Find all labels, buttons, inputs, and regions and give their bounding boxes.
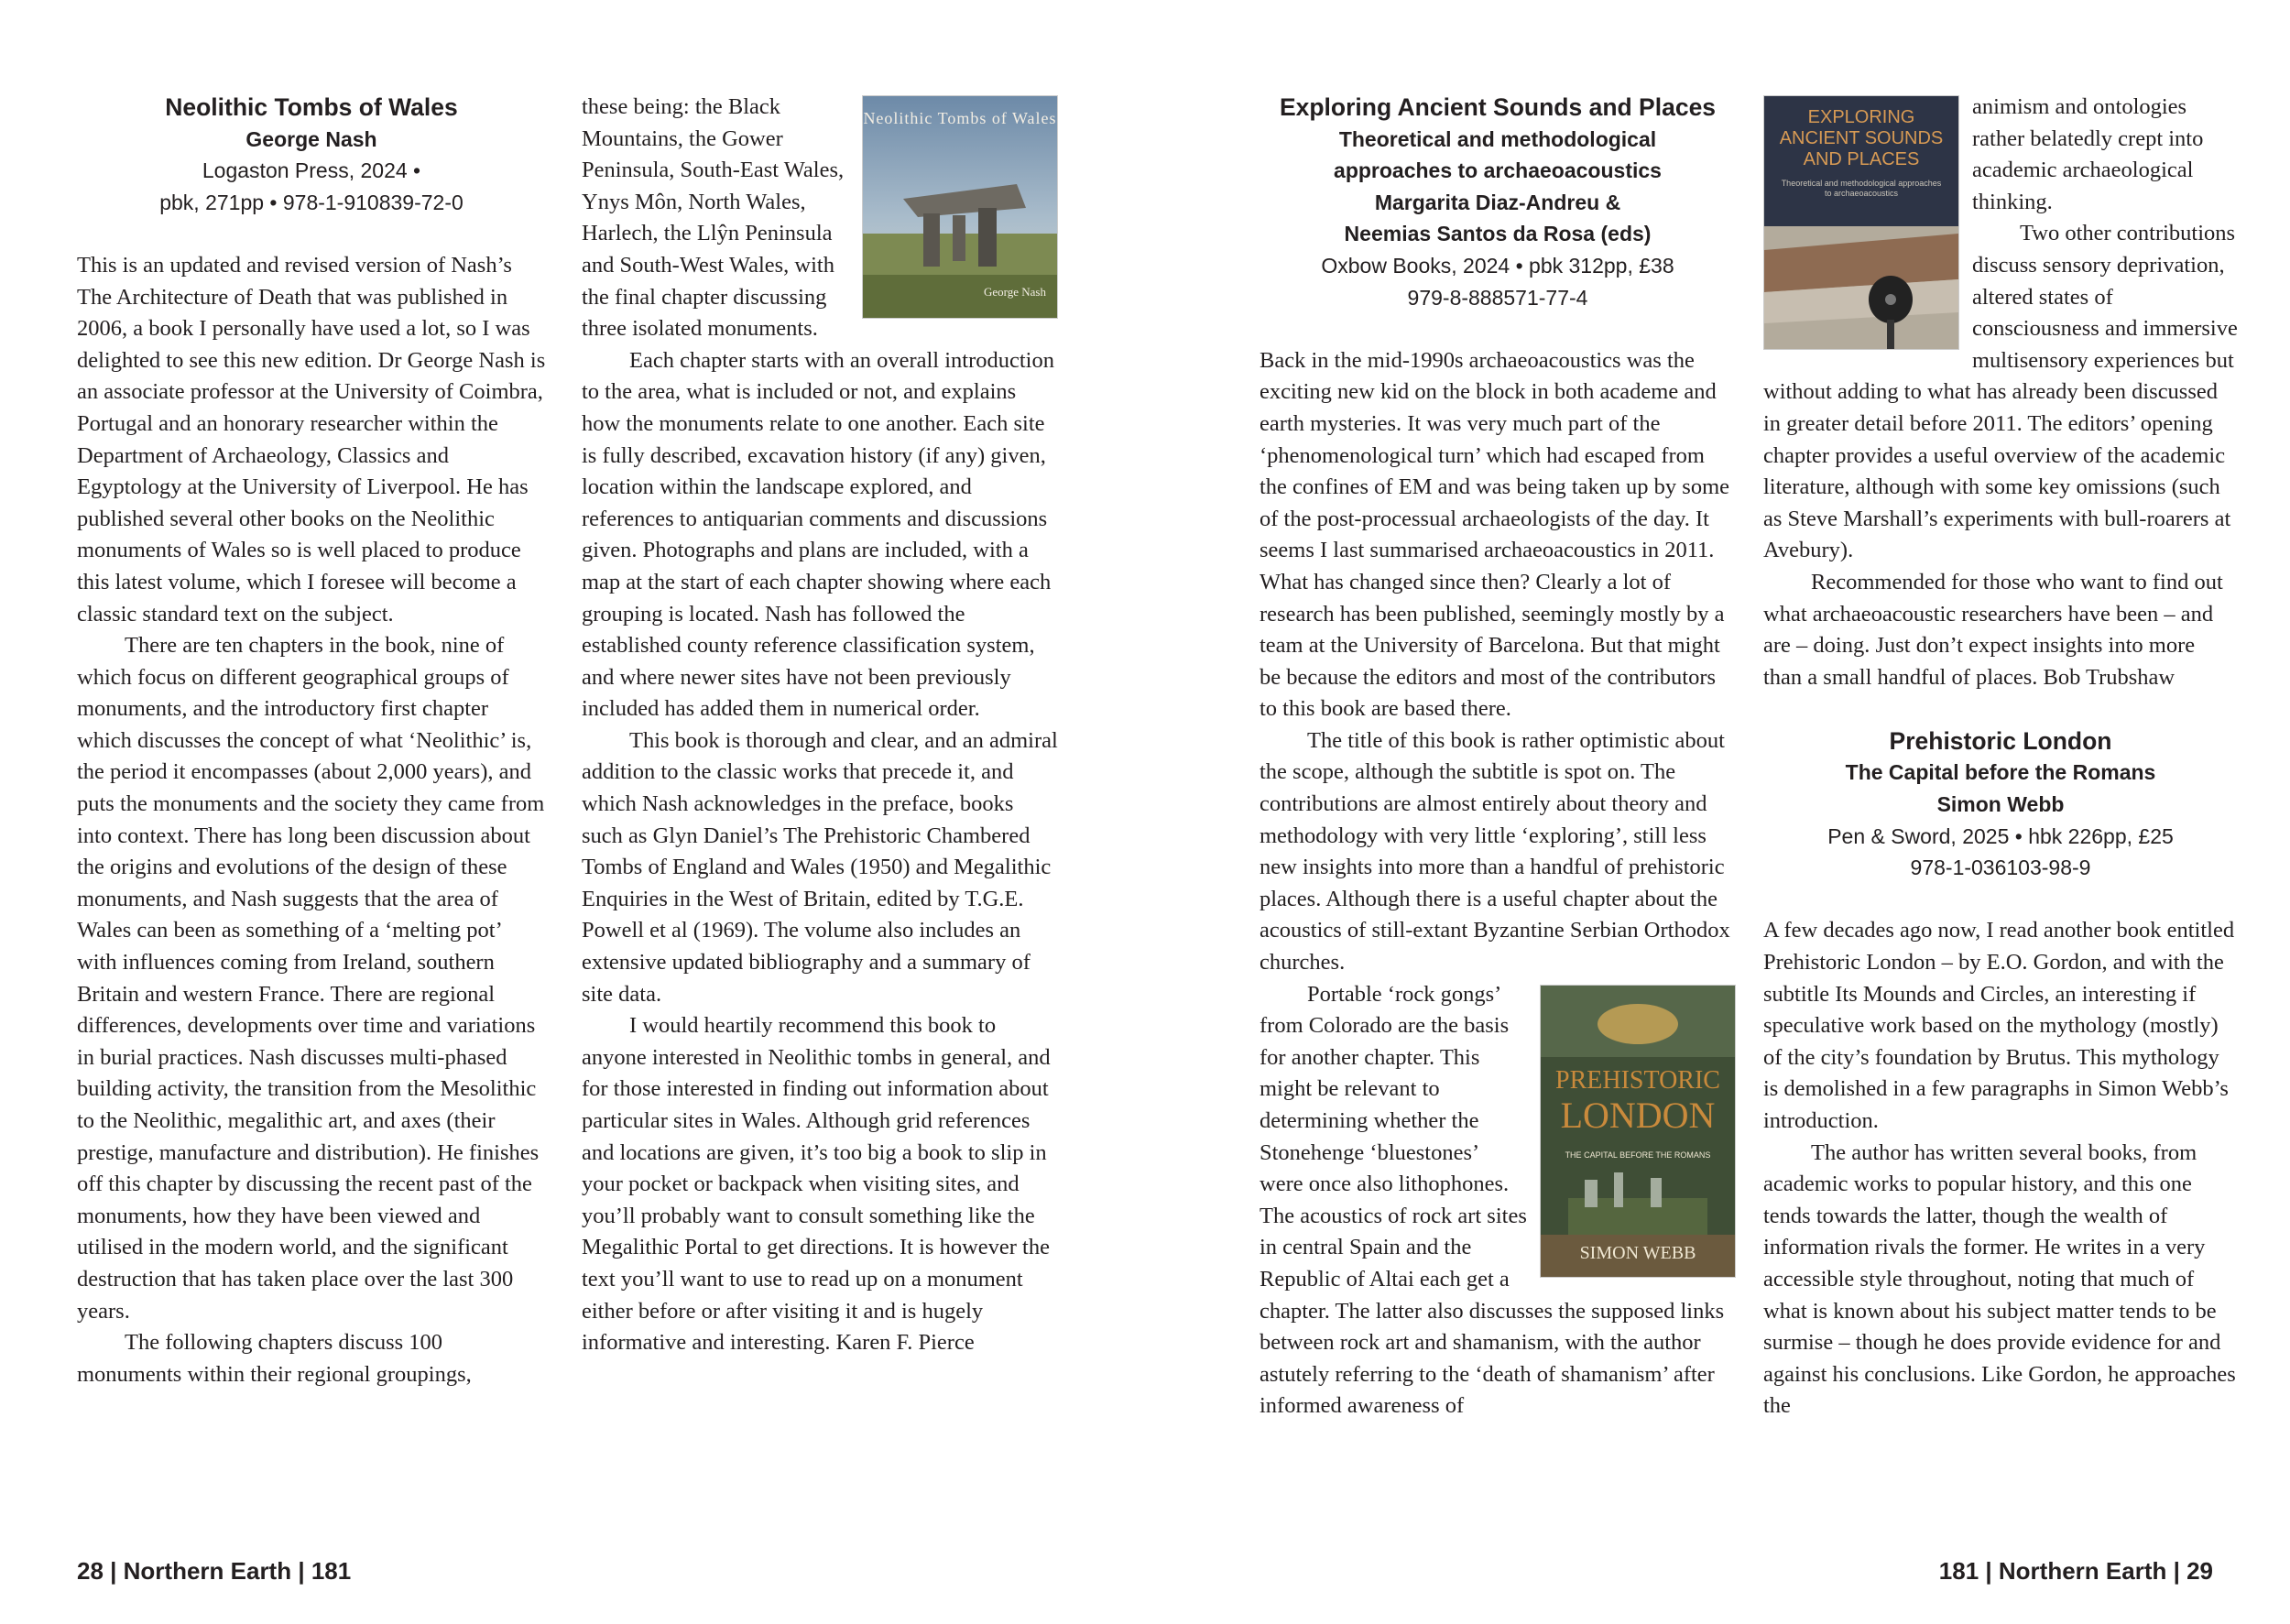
review2-title: Exploring Ancient Sounds and Places [1279,93,1717,121]
review2-subtitle-line2: approaches to archaeoacoustics [1334,158,1662,183]
review3-paragraph: The author has written several books, from academic works to popular history, and this one tends towards the latter, though the wealth of information rivals the former. He writes in a very accessible style throughout, noting that much of what is known about his subject matter tends to be surmise – though he does provide evidence for and against his conclusions. Like Gordon, he approaches the [1763,1139,2236,1419]
review2-column2 [1763,92,2238,1422]
review1-paragraph: This book is thorough and clear, and an admiral addition to the classic works that precede it, and which Nash acknowledges in the preface, books such as Glyn Daniel’s The Prehistoric Chambered Tombs of England and Wales (1950) and Megalithic Enquiries in the West of Britain, edited by T.G.E. Powell et al (1969). The volume also includes an extensive updated bibliography and a summary of site data. [582,727,1058,1007]
review2-cover-title-line2: ANCIENT SOUNDS [1779,128,1944,148]
review2-column1 [1260,92,1736,1422]
review2-editors-line1: Margarita Diaz-Andreu & [1374,190,1621,214]
review1-column2 [582,92,1058,1359]
right-page-folio: 181 | Northern Earth | 29 [1938,1557,2213,1585]
review3-header [1763,725,2238,884]
review3-cover-title-line2: LONDON [1560,1094,1716,1136]
review1-author: George Nash [245,126,377,151]
review2-cover-subtitle: Theoretical and methodological approaches to archaeoacoustics [1781,179,1942,198]
review2-paragraph: The title of this book is rather optimistic about the scope, although the subtitle is spot on. The contributions are almost entirely about theory and methodology with very little ‘exploring’, still less new insights into more than a handful of prehistoric places. Although there is a useful chapter about the acoustics of still-extant Byzantine Serbian Orthodox churches. [1260,727,1730,975]
review1-column1 [77,92,546,1390]
review1-cover-author: George Nash [984,285,1046,300]
left-page-folio: 28 | Northern Earth | 181 [77,1557,352,1585]
review1-pub-line1: Logaston Press, 2024 • [202,158,421,183]
review2-paragraph: Two other contributions discuss sensory deprivation, altered states of consciousness and immersive multisensory experiences but without adding to what has already been discussed in greater detail before 2011. The editors’ opening chapter provides a useful overview of the academic literature, although with some key omissions (such as Steve Marshall’s experiments with bull-roarers at Avebury). [1763,221,2238,563]
review2-editors-line2: Neemias Santos da Rosa (eds) [1344,222,1652,246]
review2-pub-line2: 979-8-888571-77-4 [1407,285,1588,310]
review3-cover-subtitle: THE CAPITAL BEFORE THE ROMANS [1565,1150,1711,1160]
review3-title: Prehistoric London [1889,726,2112,755]
review1-cover-title: Neolithic Tombs of Wales [863,109,1057,127]
right-page [1145,0,2290,1624]
review3-author: Simon Webb [1936,792,2065,817]
review3-pub-line1: Pen & Sword, 2025 • hbk 226pp, £25 [1827,823,2174,848]
review1-paragraph: I would heartily recommend this book to anyone interested in Neolithic tombs in general, and for those interested in finding out information about particular sites in Wales. Although grid references and locations are given, it’s too big a book to slip in your pocket or backpack when visiting sites, and you’ll probably want to consult something like the Megalithic Portal to get directions. It is however the text you’ll want to use to read up on a monument either before or after visiting it and is hugely informative and interesting. Karen F. Pierce [582,1013,1051,1356]
review3-cover-image [1540,985,1736,1278]
review1-paragraph: The following chapters discuss 100 monuments within their regional groupings, [77,1330,472,1387]
review1-paragraph: these being: the Black Mountains, the Gower Peninsula, South-East Wales, Ynys Môn, North Wales, Harlech, the Llŷn Peninsula and South-West Wales, with the final chapter discussing three isolated monuments. [582,94,845,342]
review2-pub-line1: Oxbow Books, 2024 • pbk 312pp, £38 [1321,253,1674,278]
review2-cover-title-line3: AND PLACES [1803,149,1920,169]
review1-header [77,92,546,218]
review2-cover-title [1764,107,1958,170]
review3-paragraph: A few decades ago now, I read another book entitled Prehistoric London – by E.O. Gordon, and with the subtitle Its Mounds and Circles, an interesting if speculative work based on the mythology (mostly) of the city’s foundation by Brutus. This mythology is demolished in a few paragraphs in Simon Webb’s introduction. [1763,918,2235,1133]
review2-subtitle-line1: Theoretical and methodological [1338,126,1657,151]
review1-paragraph: There are ten chapters in the book, nine of which focus on different geographical groups of monuments, and the introductory first chapter which discusses the concept of what ‘Neolithic’ is, the period it encompasses (about 2,000 years), and puts the monuments and the society they came from into context. There has long been discussion about the origins and evolutions of the design of these monuments, and Nash suggests that the area of Wales can been as something of a ‘melting pot’ with influences coming from Ireland, southern Britain and western France. There are regional differences, developments over time and variations in burial practices. Nash discusses multi-phased building activity, the transition from the Mesolithic to the Neolithic, megalithic art, and axes (their prestige, manufacture and distribution). He finishes off this chapter by discussing the recent past of the monuments, how they have been viewed and utilised in the modern world, and the significant destruction that has taken place over the last 300 years. [77,633,545,1324]
review2-cover-title-line1: EXPLORING [1807,107,1915,127]
review1-paragraph: This is an updated and revised version of Nash’s The Architecture of Death that was published in 2006, a book I personally have used a lot, so I was delighted to see this new edition. Dr George Nash is an associate professor at the University of Coimbra, Portugal and an honorary researcher within the Department of Archaeology, Classics and Egyptology at the University of Liverpool. He has published several other books on the Neolithic monuments of Wales so is well placed to produce this latest volume, which I foresee will become a classic standard text on the subject. [77,252,546,627]
review1-cover-image [862,95,1058,319]
review3-subtitle: The Capital before the Romans [1845,760,2156,785]
review2-paragraph: Recommended for those who want to find out what archaeoacoustic researchers have been – and are – doing. Just don’t expect insights into more than a small handful of places. Bob Trubshaw [1763,569,2223,690]
review3-cover-author: SIMON WEBB [1579,1243,1696,1264]
review2-header [1260,92,1736,313]
review3-pub-line2: 978-1-036103-98-9 [1910,856,2091,880]
review2-paragraph: Back in the mid-1990s archaeoacoustics was the exciting new kid on the block in both academe and earth mysteries. It was very much part of the ‘phenomenological turn’ which had escaped from the confines of EM and was being taken up by some of the post-processual archaeologists of the day. It seems I last summarised archaeoacoustics in 2011. What has changed since then? Clearly a lot of research has been published, seemingly mostly by a team at the University of Barcelona. But that might be because the editors and most of the contributors to this book are based there. [1260,347,1730,722]
review1-paragraph: Each chapter starts with an overall introduction to the area, what is included or not, and explains how the monuments relate to one another. Each site is fully described, excavation history (if any) given, location within the landscape explored, and references to antiquarian comments and discussions given. Photographs and plans are included, with a map at the start of each chapter showing where each grouping is located. Nash has followed the established county reference classification system, and where newer sites have not been previously included has added them in numerical order. [582,347,1054,722]
review3-cover-title-line1: PREHISTORIC [1555,1065,1720,1095]
review2-cover-image [1763,95,1959,350]
review1-title: Neolithic Tombs of Wales [165,93,458,121]
review1-pub-line2: pbk, 271pp • 978-1-910839-72-0 [159,190,463,214]
review2-paragraph: animism and ontologies rather belatedly crept into academic archaeological thinking. [1972,94,2204,214]
review2-paragraph: Portable ‘rock gongs’ from Colorado are the basis for another chapter. This might be relevant to determining whether the Stonehenge ‘bluestones’ were once also lithophones. The acoustics of rock art sites in central Spain and the Republic of Altai each get a chapter. The latter also discusses the supposed links between rock art and shamanism, with the author astutely referring to the ‘death of shamanism’ after informed awareness of [1260,981,1725,1419]
